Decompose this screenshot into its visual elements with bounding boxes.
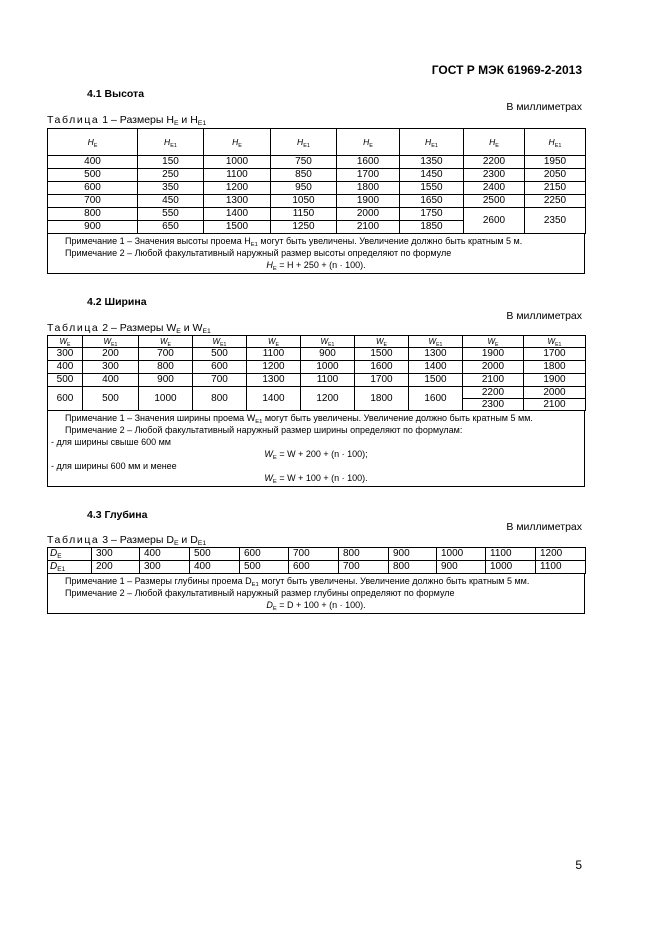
table-row xyxy=(48,182,586,195)
table-cell: 700 xyxy=(193,374,247,387)
col-header-we1: $W_{E1}$ xyxy=(301,336,355,348)
row-label-de1: $D_{E1}$ xyxy=(48,561,92,574)
table-cell: 800 xyxy=(48,208,138,221)
table-cell: 1800 xyxy=(337,182,400,195)
caption-and: и H xyxy=(181,114,198,126)
table-cell: 600 xyxy=(48,182,138,195)
units-label-width: В миллиметрах xyxy=(506,310,582,322)
table-cell: 1100 xyxy=(247,348,301,361)
depth-notes xyxy=(47,573,585,614)
caption-text: 2 – Размеры W xyxy=(102,322,177,334)
table-cell: 250 xyxy=(138,169,204,182)
table-cell: 300 xyxy=(140,561,190,574)
table-cell: 2500 xyxy=(464,195,525,208)
note-2: Примечание 2 – Любой факультативный наружный размер высоты определяют по формуле xyxy=(65,248,452,258)
case-600-and-less: - для ширины 600 мм и менее xyxy=(51,461,177,471)
table-cell: 1250 xyxy=(271,221,337,234)
table-row xyxy=(48,208,586,221)
col-header-we: $W_E$ xyxy=(247,336,301,348)
table-cell: 800 xyxy=(339,548,389,561)
table-cell: 1600 xyxy=(409,387,463,411)
table-cell: 500 xyxy=(48,169,138,182)
units-label-depth: В миллиметрах xyxy=(506,521,582,533)
table-cell: 2100 xyxy=(524,399,586,411)
depth-table-block xyxy=(47,547,585,614)
caption-text: 3 – Размеры D xyxy=(102,534,174,546)
col-header-he: $H_E$ xyxy=(204,129,271,156)
table-cell: 800 xyxy=(193,387,247,411)
table-cell: 1650 xyxy=(400,195,464,208)
section-heading-width: 4.2 Ширина xyxy=(87,296,147,308)
table-cell: 1800 xyxy=(524,361,586,374)
table-cell: 400 xyxy=(48,361,83,374)
table-cell: 1550 xyxy=(400,182,464,195)
caption-and: и W xyxy=(183,322,203,334)
section-heading-depth: 4.3 Глубина xyxy=(87,509,148,521)
table-caption-width: Таблица 2 – Размеры $W_E$ и $W_{E1}$ xyxy=(47,322,211,335)
table-cell: 2600 xyxy=(464,208,525,234)
table-cell: 1100 xyxy=(486,548,536,561)
note-2: Примечание 2 – Любой факультативный наружный размер глубины определяют по формуле xyxy=(65,588,455,598)
table-cell: 1050 xyxy=(271,195,337,208)
page-number: 5 xyxy=(575,858,582,872)
table-cell: 500 xyxy=(48,374,83,387)
row-label-de: $D_E$ xyxy=(48,548,92,561)
table-cell: 1400 xyxy=(204,208,271,221)
formula-depth: $D_E = D + 100 + (n \cdot 100)$. xyxy=(266,600,366,612)
col-header-he: $H_E$ xyxy=(48,129,138,156)
height-table-block xyxy=(47,128,585,274)
table-cell: 400 xyxy=(48,156,138,169)
table-cell: 900 xyxy=(139,374,193,387)
table-cell: 650 xyxy=(138,221,204,234)
table-cell: 400 xyxy=(140,548,190,561)
table-cell: 1700 xyxy=(337,169,400,182)
table-cell: 1750 xyxy=(400,208,464,221)
table-cell: 1300 xyxy=(247,374,301,387)
table-cell: 1700 xyxy=(524,348,586,361)
table-cell: 1900 xyxy=(524,374,586,387)
depth-table xyxy=(47,547,586,574)
table-cell: 500 xyxy=(193,348,247,361)
table-cell: 300 xyxy=(92,548,140,561)
table-cell: 2000 xyxy=(463,361,524,374)
table-cell: 800 xyxy=(139,361,193,374)
table-cell: 700 xyxy=(339,561,389,574)
table-cell: 1500 xyxy=(204,221,271,234)
height-notes xyxy=(47,233,585,274)
table-row xyxy=(48,169,586,182)
col-header-we1: $W_{E1}$ xyxy=(524,336,586,348)
note-1: Примечание 1 – Значения ширины проема $W_{E1}$ могут быть увеличены. Увеличение должно быть кратным 5 мм. xyxy=(65,413,533,425)
table-cell: 1000 xyxy=(139,387,193,411)
table-cell: 500 xyxy=(240,561,289,574)
table-cell: 1100 xyxy=(301,374,355,387)
table-cell: 1200 xyxy=(247,361,301,374)
table-cell: 1100 xyxy=(536,561,586,574)
caption-word: Таблица xyxy=(47,114,100,126)
table-cell: 950 xyxy=(271,182,337,195)
table-cell: 400 xyxy=(190,561,240,574)
table-cell: 2100 xyxy=(337,221,400,234)
table-cell: 1000 xyxy=(486,561,536,574)
col-header-he: $H_E$ xyxy=(337,129,400,156)
table-caption-height: Таблица 1 – Размеры $H_E$ и $H_{E1}$ xyxy=(47,114,207,127)
caption-text: 1 – Размеры H xyxy=(102,114,174,126)
table-cell: 2200 xyxy=(464,156,525,169)
table-cell: 300 xyxy=(83,361,139,374)
table-cell: 600 xyxy=(48,387,83,411)
section-heading-height: 4.1 Высота xyxy=(87,88,145,100)
table-cell: 1350 xyxy=(400,156,464,169)
table-row xyxy=(48,387,586,399)
note-1: Примечание 1 – Значения высоты проема $H_{E1}$ могут быть увеличены. Увеличение должно быть кратным 5 м. xyxy=(65,236,523,248)
table-cell: 2250 xyxy=(525,195,586,208)
table-cell: 900 xyxy=(301,348,355,361)
table-row xyxy=(48,195,586,208)
table-cell: 1900 xyxy=(463,348,524,361)
table-cell: 750 xyxy=(271,156,337,169)
table-row xyxy=(48,348,586,361)
col-header-we: $W_E$ xyxy=(355,336,409,348)
table-cell: 900 xyxy=(437,561,486,574)
col-header-he1: $H_{E1}$ xyxy=(400,129,464,156)
table-cell: 1500 xyxy=(409,374,463,387)
table-header-row xyxy=(48,129,586,156)
table-row xyxy=(48,548,586,561)
document-code: ГОСТ Р МЭК 61969-2-2013 xyxy=(431,63,582,77)
table-cell: 700 xyxy=(48,195,138,208)
note-2: Примечание 2 – Любой факультативный наружный размер ширины определяют по формулам: xyxy=(65,425,463,435)
width-table-block xyxy=(47,335,585,487)
height-table xyxy=(47,128,586,234)
col-header-we1: $W_{E1}$ xyxy=(409,336,463,348)
table-cell: 2100 xyxy=(463,374,524,387)
table-cell: 1600 xyxy=(337,156,400,169)
width-table xyxy=(47,335,586,411)
table-cell: 2200 xyxy=(463,387,524,399)
table-cell: 550 xyxy=(138,208,204,221)
col-header-he: $H_E$ xyxy=(464,129,525,156)
table-cell: 1000 xyxy=(301,361,355,374)
table-cell: 1400 xyxy=(247,387,301,411)
table-row xyxy=(48,361,586,374)
table-cell: 2350 xyxy=(525,208,586,234)
table-cell: 2000 xyxy=(524,387,586,399)
caption-word: Таблица xyxy=(47,534,100,546)
table-cell: 1800 xyxy=(355,387,409,411)
table-cell: 850 xyxy=(271,169,337,182)
table-cell: 900 xyxy=(389,548,437,561)
caption-and: и D xyxy=(181,534,198,546)
table-cell: 150 xyxy=(138,156,204,169)
table-cell: 1450 xyxy=(400,169,464,182)
table-header-row xyxy=(48,336,586,348)
table-cell: 1000 xyxy=(204,156,271,169)
table-cell: 200 xyxy=(92,561,140,574)
note-1: Примечание 1 – Размеры глубины проема $D_{E1}$ могут быть увеличены. Увеличение должно быть кратным 5 мм. xyxy=(65,576,530,588)
table-cell: 1200 xyxy=(204,182,271,195)
table-cell: 2300 xyxy=(464,169,525,182)
col-header-we: $W_E$ xyxy=(48,336,83,348)
width-notes xyxy=(47,410,585,487)
table-cell: 600 xyxy=(289,561,339,574)
col-header-he1: $H_{E1}$ xyxy=(138,129,204,156)
table-cell: 200 xyxy=(83,348,139,361)
table-cell: 1700 xyxy=(355,374,409,387)
table-cell: 600 xyxy=(240,548,289,561)
table-cell: 700 xyxy=(139,348,193,361)
table-row xyxy=(48,561,586,574)
table-cell: 1500 xyxy=(355,348,409,361)
table-cell: 1850 xyxy=(400,221,464,234)
table-cell: 600 xyxy=(193,361,247,374)
table-cell: 350 xyxy=(138,182,204,195)
col-header-he1: $H_{E1}$ xyxy=(525,129,586,156)
table-cell: 450 xyxy=(138,195,204,208)
table-cell: 2050 xyxy=(525,169,586,182)
table-cell: 1900 xyxy=(337,195,400,208)
col-header-we: $W_E$ xyxy=(139,336,193,348)
table-row xyxy=(48,374,586,387)
formula-width-1: $W_E = W + 200 + (n \cdot 100)$; xyxy=(264,449,368,461)
col-header-we1: $W_{E1}$ xyxy=(83,336,139,348)
table-cell: 1100 xyxy=(204,169,271,182)
col-header-we: $W_E$ xyxy=(463,336,524,348)
table-cell: 900 xyxy=(48,221,138,234)
table-cell: 700 xyxy=(289,548,339,561)
table-cell: 1200 xyxy=(536,548,586,561)
table-cell: 1400 xyxy=(409,361,463,374)
table-cell: 1300 xyxy=(204,195,271,208)
table-cell: 1300 xyxy=(409,348,463,361)
formula-height: $H_E = H + 250 + (n \cdot 100)$. xyxy=(266,260,366,272)
table-cell: 1150 xyxy=(271,208,337,221)
table-cell: 500 xyxy=(83,387,139,411)
table-cell: 2300 xyxy=(463,399,524,411)
table-cell: 2150 xyxy=(525,182,586,195)
col-header-he1: $H_{E1}$ xyxy=(271,129,337,156)
table-cell: 1200 xyxy=(301,387,355,411)
table-cell: 400 xyxy=(83,374,139,387)
caption-word: Таблица xyxy=(47,322,100,334)
case-over-600: - для ширины свыше 600 мм xyxy=(51,437,171,447)
table-cell: 500 xyxy=(190,548,240,561)
col-header-we1: $W_{E1}$ xyxy=(193,336,247,348)
table-cell: 800 xyxy=(389,561,437,574)
table-caption-depth: Таблица 3 – Размеры $D_E$ и $D_{E1}$ xyxy=(47,534,207,547)
table-cell: 1600 xyxy=(355,361,409,374)
table-cell: 2400 xyxy=(464,182,525,195)
table-row xyxy=(48,156,586,169)
formula-width-2: $W_E = W + 100 + (n \cdot 100)$. xyxy=(264,473,368,485)
table-cell: 1000 xyxy=(437,548,486,561)
table-cell: 2000 xyxy=(337,208,400,221)
units-label-height: В миллиметрах xyxy=(506,101,582,113)
table-cell: 1950 xyxy=(525,156,586,169)
table-cell: 300 xyxy=(48,348,83,361)
